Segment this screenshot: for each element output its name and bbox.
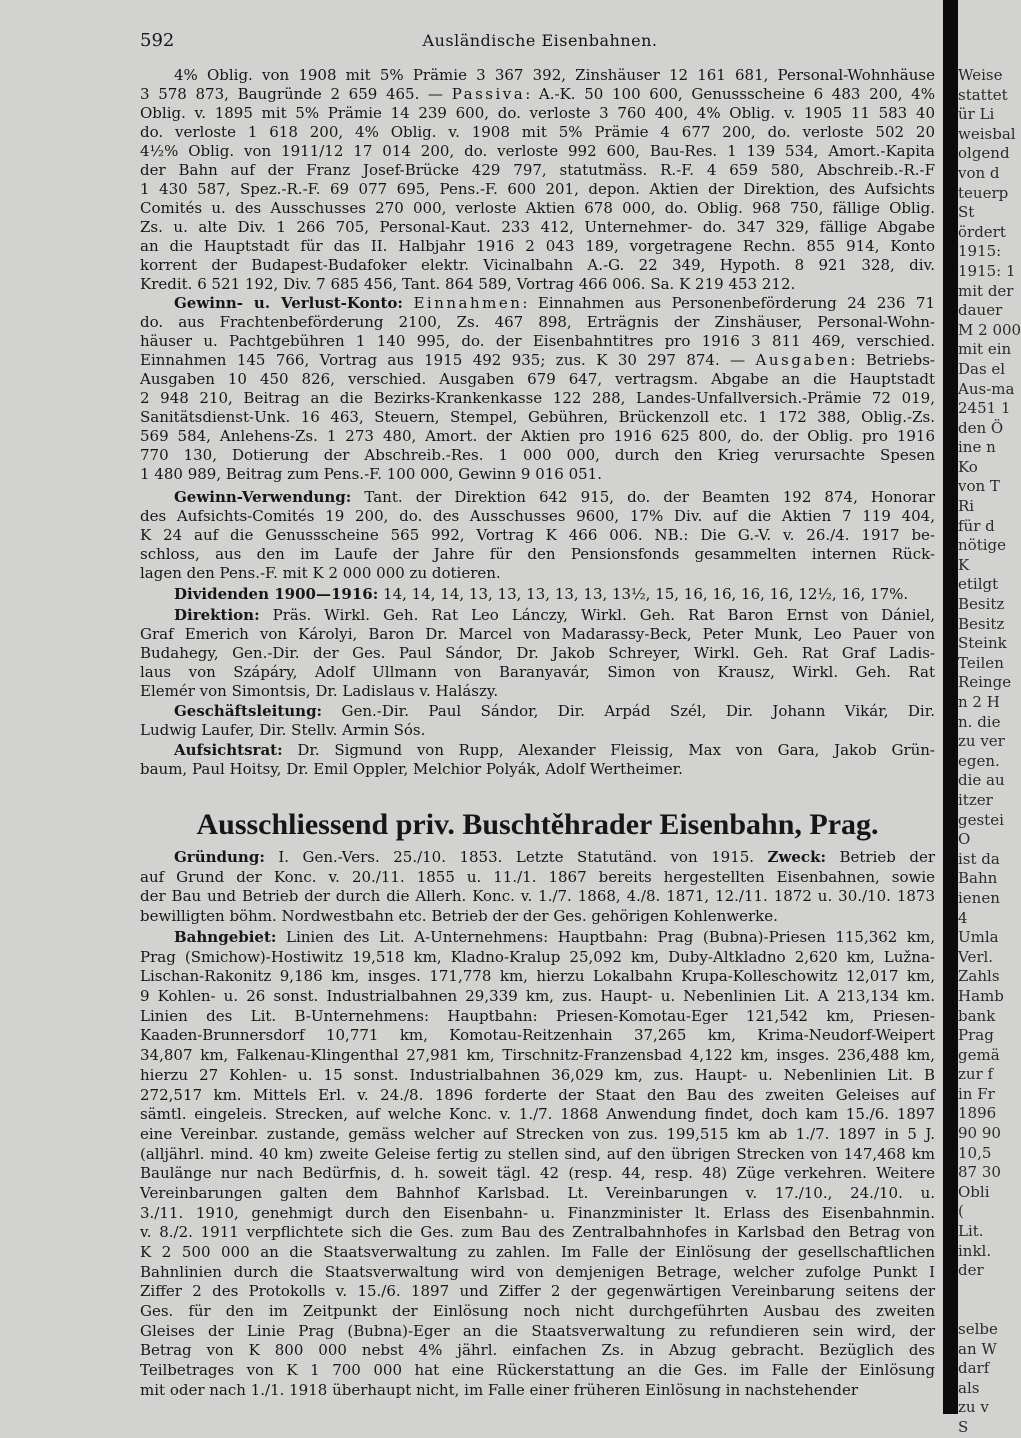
text-line	[140, 1282, 935, 1302]
adjacent-page-text: Besitz	[958, 595, 1005, 614]
text-line	[140, 218, 935, 237]
adjacent-page-text: von d	[958, 163, 1000, 182]
adjacent-page-text: in Fr	[958, 1084, 995, 1103]
text-line	[140, 741, 935, 760]
adjacent-page-text: 1896	[958, 1104, 997, 1123]
text-run: Comités u. des Ausschusses 270 000, verloste Aktien 678 000, do. Oblig. 968 750, fällige Oblig.	[140, 199, 935, 217]
text-line	[140, 545, 935, 564]
text-line	[140, 1223, 935, 1243]
text-run: baum, Paul Hoitsy, Dr. Emil Oppler, Melchior Polyák, Adolf Wertheimer.	[140, 760, 683, 778]
text-line	[140, 1125, 935, 1145]
text-run: auf Grund der Konc. v. 20./11. 1855 u. 11./1. 1867 bereits hergestellten Eisenbahnen, sowie	[140, 867, 935, 886]
text-run: K 24 auf die Genussscheine 565 992, Vortrag K 466 006. NB.: Die G.-V. v. 26./4. 1917 be-	[140, 526, 935, 544]
section-label: Zweck:	[767, 848, 827, 866]
adjacent-page-text: O	[958, 830, 971, 849]
text-line	[140, 1361, 935, 1381]
text-line	[140, 564, 935, 583]
text-line	[140, 123, 935, 142]
adjacent-page-text: den Ö	[958, 418, 1004, 437]
text-line	[140, 66, 935, 85]
adjacent-page-text: von T	[958, 477, 1000, 496]
adjacent-page-text: (	[958, 1202, 964, 1221]
text-line	[140, 161, 935, 180]
adjacent-page-text: zur f	[958, 1065, 994, 1084]
text-line	[140, 180, 935, 199]
text-line	[140, 199, 935, 218]
adjacent-page-text: Reinge	[958, 673, 1012, 692]
text-run: Elemér von Simontsis, Dr. Ladislaus v. Halászy.	[140, 682, 499, 700]
adjacent-page-text: ist da	[958, 849, 1000, 868]
text-run: do. aus Frachtenbeförderung 2100, Zs. 467 898, Erträgnis der Zinshäuser, Personal-Wohn-	[140, 313, 935, 331]
text-run: 2 948 210, Beitrag an die Bezirks-Krankenkasse 122 288, Landes-Unfallversich.-Prämie 72 019,	[140, 389, 935, 407]
text-line	[140, 332, 935, 351]
text-line	[140, 389, 935, 408]
text-run: Budahegy, Gen.-Dir. der Ges. Paul Sándor, Dr. Jakob Schreyer, Wirkl. Geh. Rat Graf Ladis-	[140, 644, 935, 662]
adjacent-page-text: Ri	[958, 497, 975, 516]
text-line	[140, 1086, 935, 1106]
text-run: Vereinbarungen galten dem Bahnhof Karlsbad. Lt. Vereinbarungen v. 17./10., 24./10. u.	[140, 1183, 935, 1202]
text-run: 3./11. 1910, genehmigt durch den Eisenbahn- u. Finanzminister lt. Erlass des Eisenbahnmin.	[140, 1203, 935, 1222]
paragraph-profit-loss-account	[140, 294, 935, 484]
text-line	[140, 294, 935, 313]
text-line	[140, 987, 935, 1007]
text-run: Bahnlinien durch die Staatsverwaltung wird von demjenigen Betrage, welcher zufolge Punkt I	[140, 1262, 935, 1281]
text-line	[140, 721, 935, 740]
adjacent-page-text: weisbal	[958, 124, 1016, 143]
adjacent-page-text: Lit.	[958, 1222, 984, 1241]
text-run: Graf Emerich von Károlyi, Baron Dr. Marcel von Madarassy-Beck, Peter Munk, Leo Pauer von	[140, 625, 935, 643]
adjacent-page-text	[958, 1281, 1000, 1301]
adjacent-page-text: selbe	[958, 1320, 998, 1338]
adjacent-page-text: 1915:	[958, 242, 1002, 261]
text-run: 4% Oblig. von 1908 mit 5% Prämie 3 367 392, Zinshäuser 12 161 681, Personal-Wohnhäuse	[174, 66, 935, 84]
text-line	[140, 237, 935, 256]
text-run: Zs. u. alte Div. 1 266 705, Personal-Kaut. 233 412, Unternehmer- do. 347 329, fällige Abgabe	[140, 218, 935, 236]
section-label: Aufsichtsrat:	[174, 741, 283, 759]
adjacent-page-text: Das el	[958, 359, 1006, 378]
text-line	[140, 465, 935, 484]
text-run: Linien des Lit. A-Unternehmens: Hauptbahn: Prag (Bubna)-Priesen 115,362 km,	[276, 928, 935, 946]
text-line	[140, 1341, 935, 1361]
adjacent-page-text: für d	[958, 516, 995, 535]
text-line	[140, 275, 935, 294]
text-run: schloss, aus den im Laufe der Jahre für den Pensionsfonds gesammelten internen Rück-	[140, 545, 935, 563]
text-run: (alljährl. mind. 40 km) zweite Geleise fertig zu stellen sind, auf den übrigen Strecken von 147,468 km	[140, 1144, 935, 1163]
text-run: Gleises der Linie Prag (Bubna)-Eger an die Staatsverwaltung zu refundieren sein wird, der	[140, 1321, 935, 1340]
paragraph-supervisory-board	[140, 741, 935, 779]
text-run: 272,517 km. Mittels Erl. v. 24./8. 1896 forderte der Staat den Bau des zweiten Geleises auf	[140, 1085, 935, 1104]
text-run: des Aufsichts-Comités 19 200, do. des Ausschusses 9600, 17% Div. auf die Aktien 7 119 404,	[140, 507, 935, 525]
adjacent-page-text: 1915: 1	[958, 261, 1016, 280]
text-run	[403, 294, 413, 312]
text-run: hierzu 27 Kohlen- u. 15 sonst. Industrialbahnen 36,029 km, zus. Haupt- u. Nebenlinien Lit. B	[140, 1065, 935, 1084]
text-run: häuser u. Pachtgebühren 1 140 995, do. der Eisenbahntitres pro 1916 3 811 469, verschied.	[140, 332, 935, 350]
text-line	[140, 887, 935, 907]
adjacent-page-text: Obli	[958, 1182, 990, 1201]
text-line	[140, 1046, 935, 1066]
section-label: Gewinn-Verwendung:	[174, 488, 352, 506]
adjacent-page-text: nötige	[958, 536, 1006, 555]
adjacent-page-text: der	[958, 1261, 984, 1280]
adjacent-page-text: Bahn	[958, 869, 998, 888]
adjacent-page-text: Umla	[958, 928, 999, 947]
text-run: 770 130, Dotierung der Abschreib.-Res. 1 000 000, durch den Krieg verursachte Spesen	[140, 446, 935, 464]
text-line	[140, 625, 935, 644]
text-run: 3 578 873, Baugründe 2 659 465. —	[140, 85, 452, 103]
section-label: Dividenden 1900—1916:	[174, 585, 379, 603]
text-run: Betrag von K 800 000 nebst 4% jährl. einfachen Zs. in Abzug gebracht. Bezüglich des	[140, 1341, 935, 1360]
text-line	[140, 1322, 935, 1342]
text-run: Betrieb der	[826, 848, 935, 866]
adjacent-page-text: egen.	[958, 751, 1000, 770]
paragraph-railway-network	[140, 928, 935, 1401]
text-run: an die Hauptstadt für das II. Halbjahr 1916 2 043 189, vorgetragene Rechn. 855 914, Konto	[140, 237, 935, 255]
text-run: do. verloste 1 618 200, 4% Oblig. v. 1908 mit 5% Prämie 4 677 200, do. verloste 502 20	[140, 123, 935, 141]
text-run: Linien des Lit. B-Unternehmens: Hauptbahn: Priesen-Komotau-Eger 121,542 km, Priesen-	[140, 1006, 935, 1025]
text-line	[140, 1026, 935, 1046]
running-title: Ausländische Eisenbahnen.	[422, 31, 658, 50]
text-run: sämtl. eingeleis. Strecken, auf welche Konc. v. 1./7. 1868 Anwendung findet, doch kam 15./6. 1897	[140, 1105, 935, 1124]
adjacent-page-text: Ko	[958, 457, 978, 476]
adjacent-page-text: zu v	[958, 1398, 989, 1417]
text-line	[140, 1302, 935, 1322]
section-label: Direktion:	[174, 606, 260, 624]
text-line	[140, 507, 935, 526]
text-line	[140, 702, 935, 721]
adjacent-page-text: itzer	[958, 790, 993, 809]
text-run: : A.-K. 50 100 600, Genussscheine 6 483 200, 4%	[525, 85, 935, 103]
text-line	[140, 585, 935, 604]
adjacent-page-text: olgend	[958, 144, 1010, 163]
text-column	[140, 0, 940, 1414]
section-label: Gründung:	[174, 848, 265, 866]
text-run: I. Gen.-Vers. 25./10. 1853. Letzte Statutänd. von 1915.	[264, 848, 768, 866]
text-run: : Betriebs-	[850, 351, 935, 369]
adjacent-page-text: 87 30	[958, 1163, 1001, 1182]
text-line	[140, 427, 935, 446]
text-line	[140, 104, 935, 123]
adjacent-page-text: n 2 H	[958, 693, 1000, 711]
adjacent-page-text: ördert	[958, 222, 1006, 241]
text-run: Sanitätsdienst-Unk. 16 463, Steuern, Stempel, Gebühren, Brückenzoll etc. 1 172 388, Oblig.-Zs.	[140, 408, 935, 426]
text-line	[140, 1145, 935, 1165]
spaced-label: Passiva	[451, 85, 526, 103]
adjacent-page-text: zu ver	[958, 732, 1005, 751]
text-line	[140, 1184, 935, 1204]
adjacent-page-text: Hamb	[958, 986, 1004, 1005]
adjacent-page-text: teuerp	[958, 183, 1009, 202]
text-run: Ludwig Laufer, Dir. Stellv. Armin Sós.	[140, 721, 426, 739]
adjacent-page-text: mit der	[958, 281, 1014, 300]
text-line	[140, 606, 935, 625]
text-line	[140, 313, 935, 332]
adjacent-page-text: darf	[958, 1359, 990, 1378]
adjacent-page-text: an W	[958, 1339, 997, 1358]
text-line	[140, 1243, 935, 1263]
adjacent-page-text: gestei	[958, 810, 1004, 829]
adjacent-page-text: S	[958, 1417, 969, 1436]
text-line	[140, 1007, 935, 1027]
text-run: eine Vereinbar. zustande, gemäss welcher auf Strecken von zus. 199,515 km ab 1./7. 1897 in 5 J.	[140, 1124, 935, 1143]
text-run: korrent der Budapest-Budafoker elektr. Vicinalbahn A.-G. 22 349, Hypoth. 8 921 328, div.	[140, 256, 935, 274]
text-run: Prag (Smichow)-Hostiwitz 19,518 km, Kladno-Kralup 25,092 km, Duby-Altkladno 2,620 km, Lužna-	[140, 947, 935, 966]
text-run: der Bahn auf der Franz Josef-Brücke 429 797, statutmäss. R.-F. 4 659 580, Abschreib.-R.-F	[140, 161, 935, 179]
text-run: Teilbetrages von K 1 700 000 hat eine Rückerstattung an die Ges. im Falle der Einlösung	[140, 1361, 935, 1380]
text-run: 14, 14, 14, 13, 13, 13, 13, 13, 13½, 15, 16, 16, 16, 16, 12½, 16, 17%.	[378, 585, 909, 603]
adjacent-page-text: K	[958, 555, 970, 574]
text-run: Gen.-Dir. Paul Sándor, Dir. Arpád Szél, Dir. Johann Vikár, Dir.	[322, 702, 935, 720]
paragraph-dividends	[140, 585, 935, 604]
text-run: Baulänge nur nach Bedürfnis, d. h. soweit tägl. 42 (resp. 44, resp. 48) Züge verkehren. Weitere	[140, 1164, 935, 1183]
text-run: 1 480 989, Beitrag zum Pens.-F. 100 000, Gewinn 9 016 051.	[140, 465, 602, 483]
text-line	[140, 967, 935, 987]
text-run: Präs. Wirkl. Geh. Rat Leo Lánczy, Wirkl. Geh. Rat Baron Ernst von Dániel,	[259, 606, 935, 624]
paragraph-profit-distribution	[140, 488, 935, 583]
text-line	[140, 446, 935, 465]
text-line	[140, 663, 935, 682]
text-run: laus von Szápáry, Adolf Ullmann von Baranyavár, Simon von Krausz, Wirkl. Geh. Rat	[140, 663, 935, 681]
adjacent-page-text: 4	[958, 908, 968, 927]
adjacent-page-text: 10,5	[958, 1143, 992, 1162]
paragraph-management	[140, 702, 935, 740]
adjacent-page-text: ienen	[958, 888, 1000, 907]
adjacent-page-text: mit ein	[958, 340, 1012, 359]
adjacent-page-text: ine n	[958, 438, 996, 457]
text-run: Ziffer 2 des Protokolls v. 15./6. 1897 und Ziffer 2 der gegenwärtigen Vereinbarung seitens der	[140, 1282, 935, 1301]
adjacent-page-text: Verl.	[958, 947, 994, 966]
text-line	[140, 907, 935, 927]
spaced-label: Einnahmen	[413, 294, 523, 312]
text-line	[140, 1263, 935, 1283]
text-run: Kaaden-Brunnersdorf 10,771 km, Komotau-Reitzenhain 37,265 km, Krima-Neudorf-Weipert	[140, 1026, 935, 1045]
text-run: Ges. für den im Zeitpunkt der Einlösung noch nicht durchgeführten Ausbau des zweiten	[140, 1302, 935, 1321]
adjacent-page-text: M 2 000	[958, 320, 1021, 339]
text-line	[140, 1381, 935, 1401]
adjacent-page-text: Teilen	[958, 653, 1004, 672]
text-line	[140, 488, 935, 507]
book-gutter-shadow	[943, 0, 958, 1414]
text-line	[140, 644, 935, 663]
text-line	[140, 1105, 935, 1125]
text-run: Einnahmen 145 766, Vortrag aus 1915 492 935; zus. K 30 297 874. —	[140, 351, 756, 369]
text-line	[140, 682, 935, 701]
text-run: 4½% Oblig. von 1911/12 17 014 200, do. verloste 992 600, Bau-Res. 1 139 534, Amort.-Kapita	[140, 142, 935, 160]
text-run: Dr. Sigmund von Rupp, Alexander Fleissig, Max von Gara, Jakob Grün-	[282, 741, 935, 759]
text-run: Kredit. 6 521 192, Div. 7 685 456, Tant. 864 589, Vortrag 466 006. Sa. K 219 453 212.	[140, 275, 796, 293]
adjacent-page-text: Besitz	[958, 614, 1005, 633]
text-run: mit oder nach 1./1. 1918 überhaupt nicht, im Falle einer früheren Einlösung in nachstehender	[140, 1380, 859, 1399]
text-run: 1 430 587, Spez.-R.-F. 69 077 695, Pens.-F. 600 201, depon. Aktien der Direktion, des Aufsichts	[140, 180, 935, 198]
text-run: K 2 500 000 an die Staatsverwaltung zu zahlen. Im Falle der Einlösung der gesellschaftlichen	[140, 1243, 935, 1261]
text-line	[140, 370, 935, 389]
text-line	[140, 848, 935, 868]
text-run: Oblig. v. 1895 mit 5% Prämie 14 239 600, do. verloste 3 760 400, 4% Oblig. v. 1905 11 583 40	[140, 104, 935, 122]
text-line	[140, 526, 935, 545]
text-line	[140, 1066, 935, 1086]
text-run: lagen den Pens.-F. mit K 2 000 000 zu dotieren.	[140, 564, 501, 582]
text-run: v. 8./2. 1911 verpflichtete sich die Ges. zum Bau des Zentralbahnhofes in Karlsbad den Betrag von	[140, 1223, 935, 1242]
adjacent-page-text: stattet	[958, 85, 1008, 104]
paragraph-balance-sheet-passiva	[140, 66, 935, 294]
page-number: 592	[140, 30, 175, 51]
text-line	[140, 408, 935, 427]
text-line	[140, 760, 935, 779]
text-run: : Einnahmen aus Personenbeförderung 24 236 71	[522, 294, 935, 312]
adjacent-page-text: St	[958, 203, 975, 222]
text-line	[140, 1204, 935, 1224]
text-line	[140, 256, 935, 275]
adjacent-page-text: ür Li	[958, 105, 995, 124]
text-line	[140, 868, 935, 888]
adjacent-page-fragment	[958, 66, 1021, 1438]
text-run: 569 584, Anlehens-Zs. 1 273 480, Amort. der Aktien pro 1916 625 800, do. der Oblig. pro 1916	[140, 427, 935, 445]
section-label: Bahngebiet:	[174, 928, 277, 946]
section-label: Gewinn- u. Verlust-Konto:	[174, 294, 403, 312]
text-run: 9 Kohlen- u. 26 sonst. Industrialbahnen 29,339 km, zus. Haupt- u. Nebenlinien Lit. A 213,134 km.	[140, 987, 935, 1006]
section-label: Geschäftsleitung:	[174, 702, 323, 720]
text-line	[140, 142, 935, 161]
paragraph-founding-and-purpose	[140, 848, 935, 927]
adjacent-page-text: 90 90	[958, 1124, 1001, 1143]
adjacent-page-text: Weise	[958, 66, 1003, 84]
adjacent-page-text	[958, 1300, 1000, 1320]
adjacent-page-text: etilgt	[958, 575, 999, 594]
text-run: Ausgaben 10 450 826, verschied. Ausgaben 679 647, vertragsm. Abgabe an die Hauptstadt	[140, 370, 935, 388]
text-run: Tant. der Direktion 642 915, do. der Beamten 192 874, Honorar	[351, 488, 935, 506]
adjacent-page-text: bank	[958, 1006, 996, 1025]
text-line	[140, 928, 935, 948]
adjacent-page-text: n. die	[958, 712, 1001, 731]
adjacent-page-text: gemä	[958, 1045, 1000, 1064]
text-run: 34,807 km, Falkenau-Klingenthal 27,981 km, Tirschnitz-Franzensbad 4,122 km, insges. 236,488 km,	[140, 1046, 935, 1065]
adjacent-page-text: 2451 1	[958, 399, 1011, 418]
adjacent-page-text: Prag	[958, 1026, 994, 1045]
adjacent-page-text: dauer	[958, 301, 1003, 320]
text-line	[140, 948, 935, 968]
paragraph-board-of-directors	[140, 606, 935, 701]
section-heading: Ausschliessend priv. Buschtěhrader Eisenbahn, Prag.	[196, 808, 879, 841]
text-line	[140, 1164, 935, 1184]
text-run: Lischan-Rakonitz 9,186 km, insges. 171,778 km, hierzu Lokalbahn Krupa-Kolleschowitz 12,017 km,	[140, 967, 935, 986]
adjacent-page-text: als	[958, 1378, 980, 1397]
text-line	[140, 351, 935, 370]
text-line	[140, 85, 935, 104]
text-run: bewilligten böhm. Nordwestbahn etc. Betrieb der der Ges. gehörigen Kohlenwerke.	[140, 907, 778, 926]
adjacent-page-text: Aus-ma	[958, 379, 1015, 398]
adjacent-page-text: inkl.	[958, 1241, 992, 1260]
adjacent-page-text: die au	[958, 771, 1005, 790]
spaced-label: Ausgaben	[755, 351, 851, 369]
adjacent-page-text: Steink	[958, 634, 1007, 653]
adjacent-page-text: Zahls	[958, 967, 1000, 986]
text-run: der Bau und Betrieb der durch die Allerh. Konc. v. 1./7. 1868, 4./8. 1871, 12./11. 1872 u. 30./10. 1873	[140, 887, 935, 906]
